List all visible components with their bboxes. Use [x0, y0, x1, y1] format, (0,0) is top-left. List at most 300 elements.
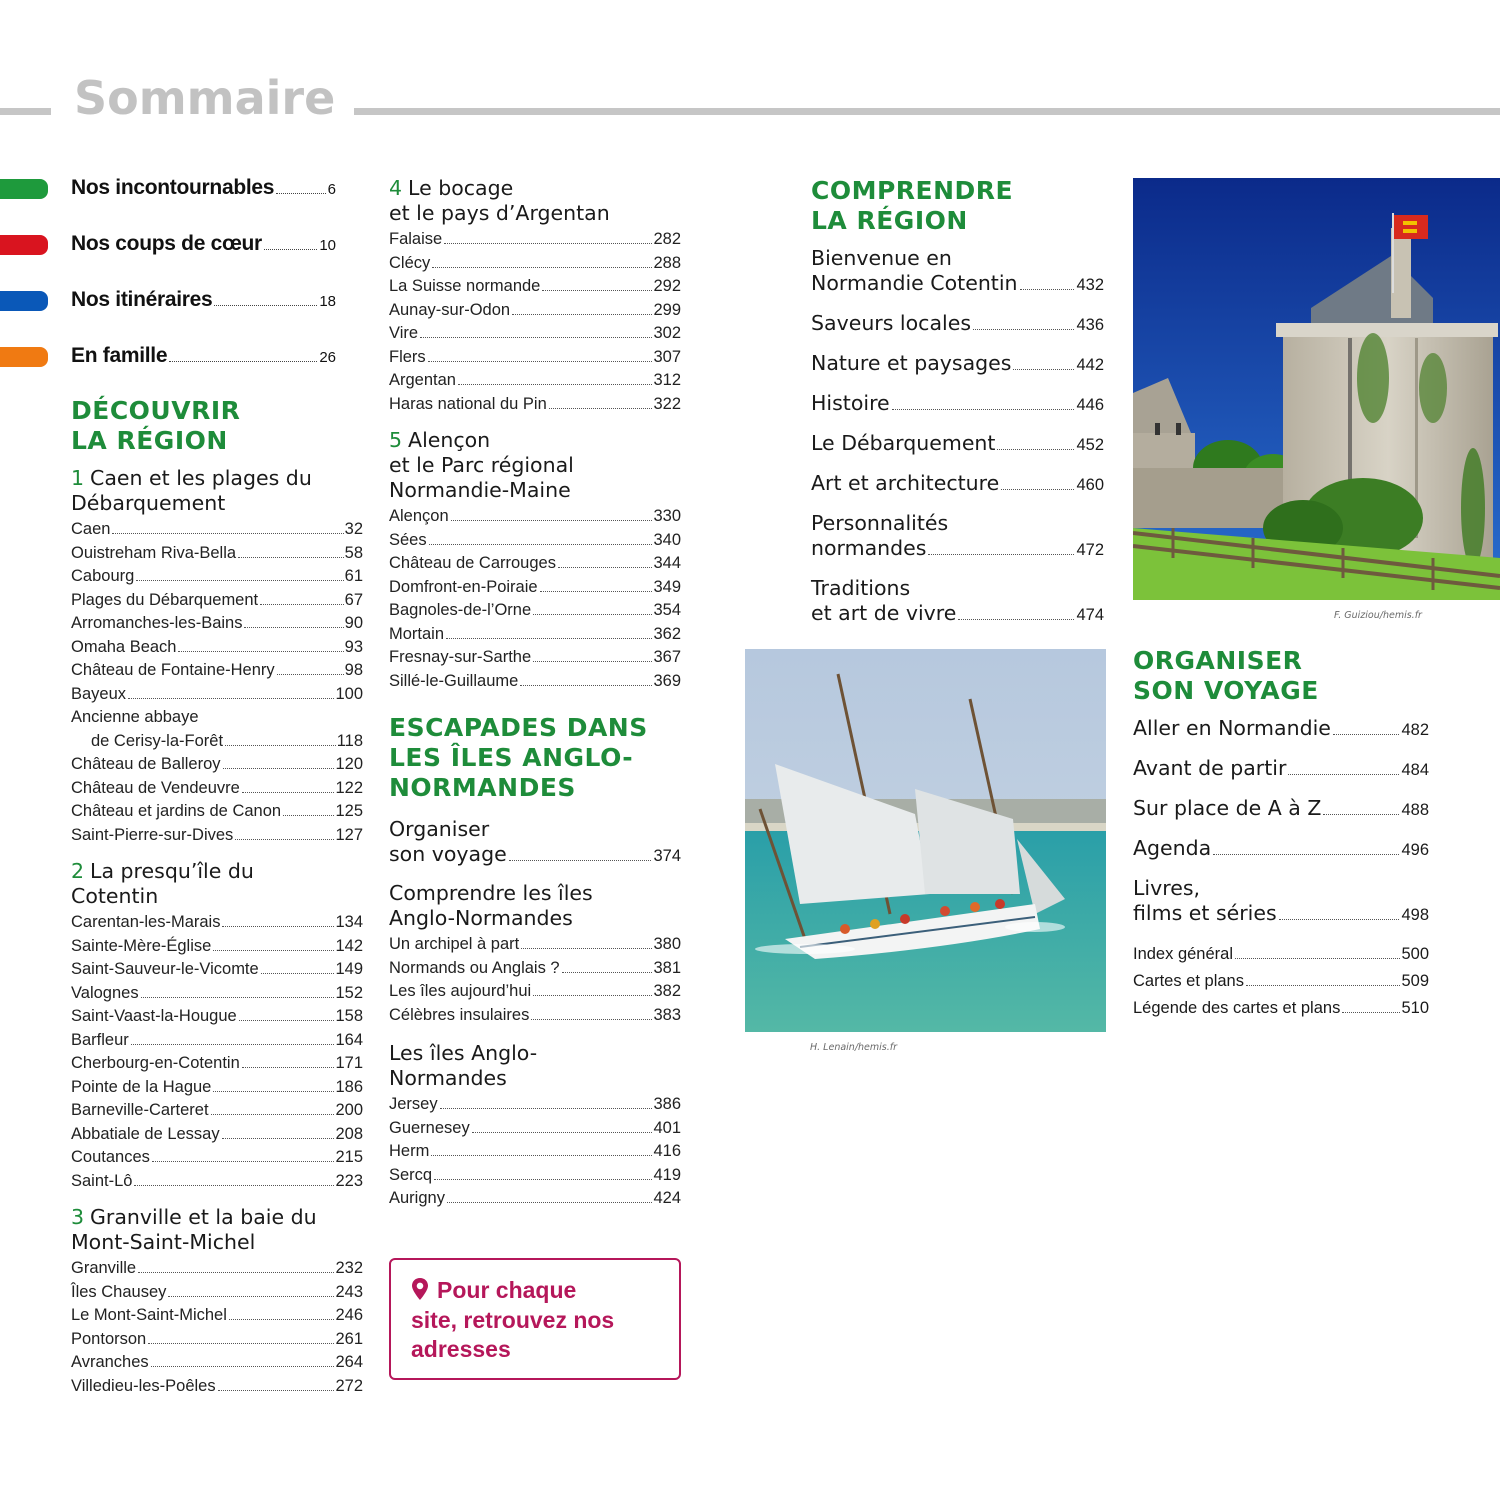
toc-entry[interactable] [389, 346, 681, 370]
section-heading-organiser [1133, 646, 1429, 706]
entry-title-line1: Livres, [1133, 876, 1201, 900]
page-number: 134 [335, 913, 363, 931]
toc-entry[interactable] [71, 777, 363, 801]
toc-entry[interactable] [71, 1170, 363, 1194]
color-tab-red [0, 235, 48, 255]
entry-title: Le Mont-Saint-Michel [71, 1306, 227, 1324]
entry-title: Herm [389, 1142, 430, 1160]
toc-entry[interactable] [71, 911, 363, 935]
sailboat-photo [745, 649, 1106, 1032]
chapter-title: La presqu’île du Cotentin [71, 859, 254, 908]
entry-row [1133, 716, 1429, 743]
leader-dots [1246, 985, 1400, 986]
toc-entry[interactable] [71, 1375, 363, 1399]
organiser-entries [1133, 716, 1429, 928]
toc-entry[interactable] [389, 957, 681, 981]
toc-entry[interactable] [71, 1052, 363, 1076]
leader-dots [1235, 958, 1400, 959]
leader-dots [558, 567, 653, 568]
entry-title: Clécy [389, 253, 431, 272]
leader-dots [928, 554, 1074, 555]
heading-line: ORGANISER [1133, 646, 1303, 675]
color-tab-orange [0, 347, 48, 367]
toc-entry[interactable] [811, 391, 1104, 418]
page-number: 419 [653, 1165, 681, 1184]
entry-title: Falaise [389, 230, 443, 248]
leader-dots [958, 619, 1074, 620]
toc-entry[interactable] [811, 311, 1104, 338]
page-number: 349 [653, 577, 681, 596]
leader-dots [472, 1132, 653, 1133]
leader-dots [112, 533, 343, 534]
toc-entry[interactable] [389, 393, 681, 417]
page-number: 261 [335, 1329, 363, 1348]
entry-title: Sur place de A à Z [1133, 796, 1322, 820]
page-number: 452 [1076, 436, 1104, 454]
toc-entry[interactable] [71, 565, 363, 589]
leader-dots [178, 651, 343, 652]
column-decouvrir [71, 396, 363, 1410]
toc-entry[interactable] [389, 1117, 681, 1141]
entry-title: Villedieu-les-Poêles [71, 1376, 216, 1395]
chapter-4-entries [389, 228, 681, 416]
leader-dots [432, 267, 652, 268]
page-number: 100 [335, 684, 363, 703]
page-number: 500 [1401, 945, 1429, 963]
page-number: 272 [335, 1376, 363, 1395]
header-rule-left [0, 108, 51, 115]
leader-dots [136, 580, 343, 581]
leader-dots [225, 745, 336, 746]
page-number: 142 [335, 936, 363, 955]
quick-link-label: Nos coups de cœur [71, 232, 262, 255]
page-number: 158 [335, 1007, 363, 1025]
page-number: 58 [344, 543, 363, 562]
chapter-title-line1: Alençon [408, 428, 491, 452]
page-number: 186 [335, 1077, 363, 1096]
toc-entry[interactable] [71, 824, 363, 848]
page-number: 215 [335, 1148, 363, 1166]
entry-row [1133, 756, 1429, 783]
entry-row [811, 471, 1104, 498]
toc-entry-organiser-son-voyage[interactable] [389, 817, 681, 869]
quick-link-coups-de-coeur[interactable] [0, 230, 340, 286]
entry-title: Aurigny [389, 1189, 445, 1207]
toc-entry[interactable] [811, 246, 1104, 298]
page-number: 496 [1401, 841, 1429, 859]
entry-title: Nature et paysages [811, 351, 1012, 375]
chapter-number: 2 [71, 859, 85, 883]
toc-entry[interactable] [71, 706, 363, 753]
entry-title: Bayeux [71, 684, 127, 703]
entry-title: Sillé-le-Guillaume [389, 671, 519, 690]
callout-line3: adresses [411, 1336, 511, 1362]
entry-title: Pontorson [71, 1329, 147, 1348]
leader-dots [222, 926, 334, 927]
entry-title: Carentan-les-Marais [71, 913, 221, 931]
photo-credit-boat: H. Lenain/hemis.fr [810, 1042, 898, 1053]
entry-title: Guernesey [389, 1118, 470, 1137]
page-number: 460 [1076, 476, 1104, 494]
entry-title: Omaha Beach [71, 637, 177, 656]
leader-dots [446, 638, 652, 639]
toc-entry[interactable] [71, 612, 363, 636]
page-number: 322 [653, 394, 681, 413]
page-number: 510 [1401, 999, 1429, 1017]
leader-dots [1342, 1012, 1400, 1013]
entry-title: Saint-Lô [71, 1171, 133, 1190]
heading-line: Les îles Anglo- [389, 1041, 538, 1065]
toc-entry[interactable] [1133, 836, 1429, 863]
toc-entry[interactable] [1133, 716, 1429, 743]
toc-entry[interactable] [389, 552, 681, 576]
leader-dots [218, 1390, 335, 1391]
page-number: 312 [653, 371, 681, 389]
toc-entry[interactable] [389, 505, 681, 529]
chapter-title: Caen et les plages du Débarquement [71, 466, 312, 515]
quick-link-en-famille[interactable] [0, 342, 340, 398]
entry-title: Les îles aujourd’hui [389, 982, 532, 1000]
entry-title: Château de Fontaine-Henry [71, 661, 275, 679]
leader-dots [420, 337, 652, 338]
leader-dots [214, 305, 317, 306]
sailboat-illustration [745, 649, 1106, 1032]
page-number: 330 [653, 507, 681, 525]
page-number: 374 [653, 847, 681, 865]
toc-entry[interactable] [389, 228, 681, 252]
entry-title-line1: Bienvenue en [811, 246, 952, 270]
leader-dots [277, 674, 344, 675]
quick-link-label: Nos incontournables [71, 176, 275, 199]
heading-line: SON VOYAGE [1133, 676, 1319, 705]
page-number: 416 [653, 1142, 681, 1160]
toc-entry[interactable] [71, 958, 363, 982]
toc-entry[interactable] [811, 576, 1104, 628]
toc-entry[interactable] [1133, 796, 1429, 823]
leader-dots [264, 249, 317, 250]
chapter-number: 4 [389, 176, 403, 200]
entry-title: Château de Vendeuvre [71, 778, 240, 797]
leader-dots [169, 361, 317, 362]
toc-entry[interactable] [71, 1029, 363, 1053]
toc-entry[interactable] [389, 252, 681, 276]
page-number: 442 [1076, 356, 1104, 374]
entry-title-line1: Personnalités [811, 511, 949, 535]
entry-title: et art de vivre [811, 601, 957, 625]
addresses-callout [389, 1258, 681, 1380]
page-number: 288 [653, 253, 681, 272]
toc-entry[interactable] [389, 670, 681, 694]
toc-entry[interactable] [71, 935, 363, 959]
toc-entry[interactable] [389, 1187, 681, 1211]
leader-dots [141, 997, 335, 998]
leader-dots [229, 1319, 335, 1320]
page-number: 200 [335, 1101, 363, 1119]
page-number: 125 [335, 802, 363, 820]
toc-entry[interactable] [1133, 995, 1429, 1022]
leader-dots [509, 860, 652, 861]
page-number: 482 [1401, 721, 1429, 739]
toc-entry[interactable] [1133, 876, 1429, 928]
castle-photo [1133, 178, 1500, 600]
page-number: 474 [1076, 606, 1104, 624]
toc-entry[interactable] [71, 1123, 363, 1147]
toc-entry[interactable] [71, 1328, 363, 1352]
entry-title: Arromanches-les-Bains [71, 614, 243, 632]
toc-entry[interactable] [71, 1146, 363, 1170]
column-bocage-escapades [389, 176, 681, 1223]
toc-entry[interactable] [71, 800, 363, 824]
toc-entry[interactable] [389, 1004, 681, 1028]
castle-illustration [1133, 178, 1500, 600]
leader-dots [444, 243, 652, 244]
toc-entry[interactable] [1133, 968, 1429, 995]
entry-title: Index général [1133, 945, 1233, 963]
page-number: 282 [653, 230, 681, 248]
page-number: 380 [653, 935, 681, 953]
leader-dots [531, 1019, 652, 1020]
entry-line2 [71, 730, 363, 754]
toc-entry[interactable] [389, 529, 681, 553]
entry-title: Saint-Vaast-la-Hougue [71, 1007, 237, 1025]
leader-dots [1333, 734, 1400, 735]
page-number: 382 [653, 982, 681, 1000]
chapter-title-line2: et le Parc régional [389, 453, 574, 477]
heading-line: ESCAPADES DANS [389, 713, 648, 742]
toc-entry[interactable] [389, 623, 681, 647]
organiser-small-entries [1133, 941, 1429, 1022]
entry-title: Sainte-Mère-Église [71, 936, 212, 955]
toc-entry[interactable] [389, 646, 681, 670]
section-heading-comprendre [811, 176, 1104, 236]
entry-title: Ouistreham Riva-Bella [71, 543, 237, 562]
leader-dots [1323, 814, 1399, 815]
toc-entry[interactable] [71, 753, 363, 777]
page-number: 246 [335, 1306, 363, 1324]
leader-dots [429, 544, 653, 545]
leader-dots [892, 409, 1075, 410]
entry-title: Plages du Débarquement [71, 590, 259, 609]
entry-title: Avant de partir [1133, 756, 1287, 780]
toc-entry[interactable] [71, 542, 363, 566]
page-number: 383 [653, 1005, 681, 1024]
leader-dots [1001, 489, 1074, 490]
page-number: 302 [653, 324, 681, 342]
quick-links [0, 174, 340, 398]
entry-row [811, 271, 1104, 298]
page-number: 32 [344, 520, 363, 538]
toc-entry[interactable] [389, 1164, 681, 1188]
chapter-title-line1: Le bocage [408, 176, 514, 200]
entry-title: Alençon [389, 507, 449, 525]
chapter-title-line3: Normandie-Maine [389, 478, 571, 502]
page-number: 118 [336, 731, 363, 750]
chapter-heading-3 [71, 1205, 331, 1255]
toc-entry[interactable] [389, 980, 681, 1004]
page-number: 90 [344, 614, 363, 632]
entry-title: Haras national du Pin [389, 394, 547, 413]
photo-credit-castle: F. Guiziou/hemis.fr [1334, 610, 1422, 621]
entry-title: Célèbres insulaires [389, 1005, 530, 1024]
toc-entry[interactable] [811, 431, 1104, 458]
column-organiser [1133, 646, 1429, 1022]
page-number: 367 [653, 648, 681, 666]
chapter-title-line2: et le pays d’Argentan [389, 201, 610, 225]
chapter-1-entries [71, 518, 363, 847]
column-comprendre [811, 176, 1104, 641]
entry-title: Flers [389, 347, 426, 366]
chapter-heading-1 [71, 466, 363, 516]
toc-entry[interactable] [811, 511, 1104, 563]
entry-title: Le Débarquement [811, 431, 996, 455]
leader-dots [562, 972, 653, 973]
leader-dots [134, 1185, 334, 1186]
toc-entry[interactable] [71, 1076, 363, 1100]
heading-line: Anglo-Normandes [389, 906, 573, 930]
toc-entry[interactable] [811, 471, 1104, 498]
page-number: 243 [335, 1282, 363, 1301]
entry-title: Légende des cartes et plans [1133, 999, 1341, 1017]
entry-row [811, 391, 1104, 418]
map-pin-icon [411, 1278, 429, 1300]
page-number: 386 [653, 1095, 681, 1113]
chapter-heading-5 [389, 428, 681, 503]
heading-line: Comprendre les îles [389, 881, 593, 905]
comprendre-iles-entries [389, 933, 681, 1027]
toc-entry[interactable] [71, 1281, 363, 1305]
entry-title: Pointe de la Hague [71, 1077, 212, 1096]
toc-entry[interactable] [389, 369, 681, 393]
leader-dots [431, 1155, 652, 1156]
leader-dots [512, 314, 652, 315]
entry-title: Mortain [389, 624, 445, 643]
entry-title: Abbatiale de Lessay [71, 1124, 220, 1143]
leader-dots [239, 1020, 335, 1021]
leader-dots [138, 1272, 334, 1273]
toc-entry[interactable] [389, 933, 681, 957]
section-heading-decouvrir: DÉCOUVRIR LA RÉGION [71, 396, 241, 455]
entry-title: Art et architecture [811, 471, 1000, 495]
entry-title: normandes [811, 536, 927, 560]
page-number: 61 [344, 567, 363, 585]
leader-dots [1013, 369, 1074, 370]
toc-entry[interactable] [389, 299, 681, 323]
leader-dots [151, 1366, 335, 1367]
toc-entry[interactable] [71, 518, 363, 542]
page-number: 424 [653, 1189, 681, 1207]
toc-entry[interactable] [71, 1304, 363, 1328]
callout-line2: site, retrouvez nos [411, 1306, 615, 1333]
entry-row [811, 351, 1104, 378]
leader-dots [222, 1138, 335, 1139]
entry-row [811, 536, 1104, 563]
toc-entry[interactable] [389, 275, 681, 299]
toc-entry[interactable] [389, 1093, 681, 1117]
entry-title: Normands ou Anglais ? [389, 958, 560, 977]
page-number: 67 [344, 590, 363, 609]
toc-entry[interactable] [71, 1257, 363, 1281]
toc-entry[interactable] [811, 351, 1104, 378]
entry-title: Château de Carrouges [389, 554, 556, 572]
page-number: 18 [319, 293, 336, 310]
page-number: 6 [327, 181, 336, 198]
page-number: 152 [335, 983, 363, 1002]
leader-dots [213, 950, 334, 951]
entry-title: Cartes et plans [1133, 972, 1244, 990]
entry-row [1133, 796, 1429, 823]
leader-dots [283, 815, 334, 816]
entry-title: Un archipel à part [389, 935, 520, 953]
page-number: 488 [1401, 801, 1429, 819]
entry-title: Jersey [389, 1095, 438, 1113]
toc-entry[interactable] [389, 322, 681, 346]
leader-dots [533, 661, 652, 662]
color-tab-blue [0, 291, 48, 311]
quick-link-incontournables[interactable] [0, 174, 340, 230]
entry-title: Normandie Cotentin [811, 271, 1018, 295]
entry-title: Argentan [389, 371, 456, 389]
toc-entry[interactable] [71, 1099, 363, 1123]
entry-title: La Suisse normande [389, 277, 541, 295]
entry-title: Coutances [71, 1148, 150, 1166]
toc-entry[interactable] [1133, 756, 1429, 783]
leader-dots [148, 1343, 334, 1344]
toc-entry[interactable] [71, 1005, 363, 1029]
entry-title: films et séries [1133, 901, 1277, 925]
toc-entry[interactable] [71, 589, 363, 613]
leader-dots [276, 193, 326, 194]
heading-line: NORMANDES [389, 773, 576, 802]
page-number: 472 [1076, 541, 1104, 559]
page-number: 484 [1401, 761, 1429, 779]
toc-entry[interactable] [71, 659, 363, 683]
leader-dots [542, 290, 652, 291]
entry-title: Cabourg [71, 567, 135, 585]
comprendre-entries [811, 246, 1104, 628]
subsection-heading-iles [389, 1041, 681, 1091]
heading-line: Normandes [389, 1066, 507, 1090]
leader-dots [235, 839, 334, 840]
chapter-number: 5 [389, 428, 403, 452]
entry-title: Valognes [71, 983, 139, 1002]
chapter-number: 1 [71, 466, 85, 490]
entry-title: Saveurs locales [811, 311, 971, 335]
leader-dots [1213, 854, 1399, 855]
toc-entry[interactable] [71, 1351, 363, 1375]
quick-link-itineraires[interactable] [0, 286, 340, 342]
toc-entry[interactable] [389, 1140, 681, 1164]
page-number: 127 [335, 825, 363, 844]
toc-entry[interactable] [71, 982, 363, 1006]
leader-dots [540, 591, 653, 592]
toc-entry[interactable] [1133, 941, 1429, 968]
leader-dots [533, 614, 652, 615]
leader-dots [244, 627, 343, 628]
entry-title: Sercq [389, 1165, 433, 1184]
chapter-title: Granville et la baie du Mont-Saint-Michel [71, 1205, 317, 1254]
entry-title: Agenda [1133, 836, 1212, 860]
page-number: 381 [653, 958, 681, 977]
page-number: 362 [653, 624, 681, 643]
toc-entry[interactable] [389, 599, 681, 623]
page-number: 98 [344, 661, 363, 679]
toc-entry[interactable] [71, 636, 363, 660]
page-number: 26 [319, 349, 336, 366]
chapter-heading-4 [389, 176, 681, 226]
toc-entry[interactable] [71, 683, 363, 707]
page-number: 10 [319, 237, 336, 254]
toc-entry[interactable] [389, 576, 681, 600]
